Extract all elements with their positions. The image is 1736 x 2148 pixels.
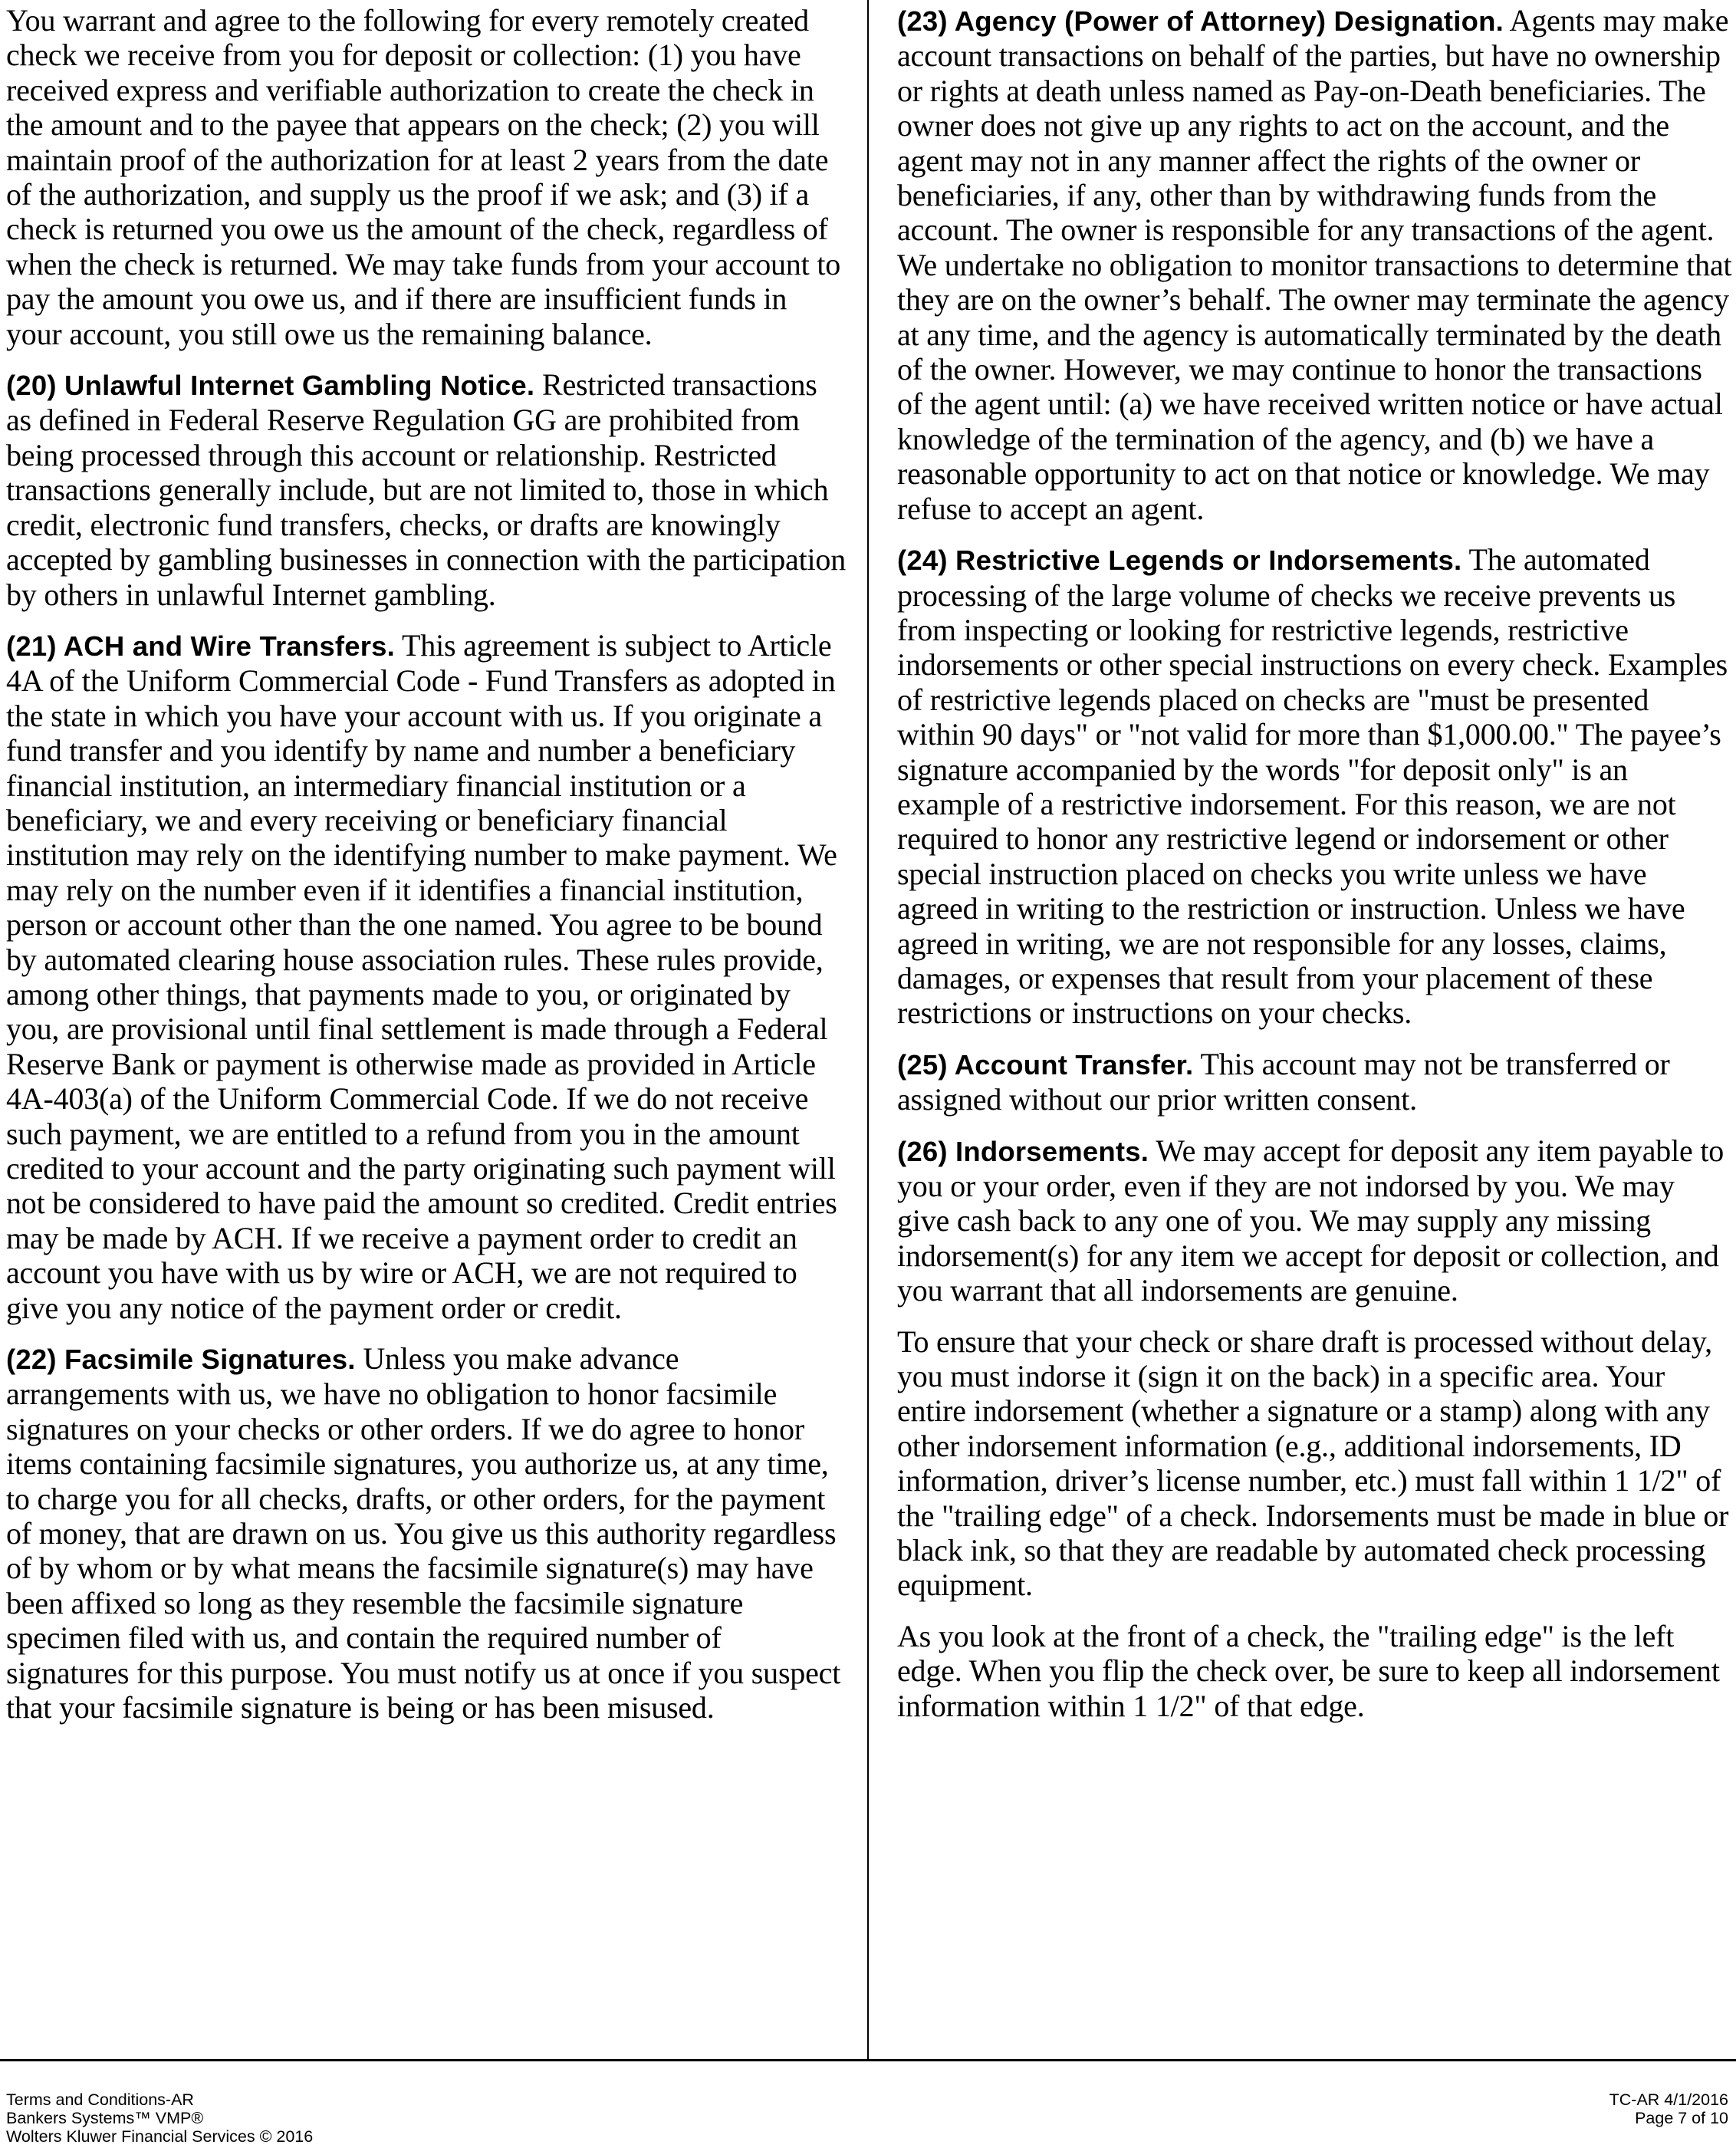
column-divider — [867, 0, 869, 2059]
paragraph-indorsement-area — [897, 1324, 1733, 1603]
section-heading: (22) Facsimile Signatures. — [6, 1344, 356, 1376]
footer-right — [1609, 2090, 1728, 2127]
footer-copyright: Wolters Kluwer Financial Services © 2016 — [6, 2127, 314, 2146]
section-body: This account may not be transferred or assigned without our prior written consent. — [897, 1046, 1670, 1117]
footer-left — [6, 2090, 313, 2146]
section-24-restrictive-legends — [897, 542, 1733, 1031]
page-number: Page 7 of 10 — [1635, 2109, 1728, 2127]
footer-form-code: TC-AR 4/1/2016 — [1609, 2090, 1728, 2109]
paragraph-text: As you look at the front of a check, the "trailing edge" is the left edge. When you flip the check over, be sure to keep all indorsement information within 1 1/2" of that edge. — [897, 1618, 1720, 1723]
section-25-account-transfer — [897, 1047, 1733, 1117]
section-body: Unless you make advance arrangements with us, we have no obligation to honor facsimile signatures on your checks or other orders. If we do agree to honor items containing facsimile signatures, you authorize us, at any time, to charge you for all checks, drafts, or other orders, for the payment of money, that are drawn on us. You give us this authority regardless of by whom or by what means the facsimile signature(s) may have been affixed so long as they resemble the facsimile signature specimen filed with us, and contain the required number of signatures for this purpose. You must notify us at once if you suspect that your facsimile signature is being or has been misused. — [6, 1341, 841, 1725]
paragraph-text: To ensure that your check or share draft is processed without delay, you must indorse it (sign it on the back) in a specific area. Your entire indorsement (whether a signature or a stamp) along with any other indorsement information (e.g., additional indorsements, ID information, driver’s license number, etc.) must fall within 1 1/2" of the "trailing edge" of a check. Indorsements must be made in blue or black ink, so that they are readable by automated check processing equipment. — [897, 1324, 1729, 1603]
section-21-ach-wire-transfers — [6, 628, 850, 1325]
paragraph-text: You warrant and agree to the following for every remotely created check we receive from you for deposit or collection: (1) you have received express and verifiable authorization to create the check in the amount and to the payee that appears on the check; (2) you will maintain proof of the authorization for at least 2 years from the date of the authorization, and supply us the proof if we ask; and (3) if a check is returned you owe us the amount of the check, regardless of when the check is returned. We may take funds from your account to pay the amount you owe us, and if there are insufficient funds in your account, you still owe us the remaining balance. — [6, 3, 841, 351]
paragraph-remotely-created-checks — [6, 3, 850, 351]
section-heading: (23) Agency (Power of Attorney) Designation. — [897, 5, 1504, 37]
section-body: Restricted transactions as defined in Federal Reserve Regulation GG are prohibited from being processed through this account or relationship. Restricted transactions generally include, but are not limited to, those in which credit, electronic fund transfers, checks, or drafts are knowingly accepted by gambling businesses in connection with the participation by others in unlawful Internet gambling. — [6, 367, 846, 612]
section-heading: (26) Indorsements. — [897, 1135, 1149, 1167]
section-body: Agents may make account transactions on behalf of the parties, but have no ownership or rights at death unless named as Pay-on-Death beneficiaries. The owner does not give up any rights to act on the account, and the agent may not in any manner affect the rights of the owner or beneficiaries, if any, other than by withdrawing funds from the account. The owner is responsible for any transactions of the agent. We undertake no obligation to monitor transactions to determine that they are on the owner’s behalf. The owner may terminate the agency at any time, and the agency is automatically terminated by the death of the owner. However, we may continue to honor the transactions of the agent until: (a) we have received written notice or have actual knowledge of the termination of the agency, and (b) we have a reasonable opportunity to act on that notice or knowledge. We may refuse to accept an agent. — [897, 3, 1732, 526]
section-heading: (24) Restrictive Legends or Indorsements. — [897, 544, 1462, 577]
section-22-facsimile-signatures — [6, 1341, 850, 1725]
section-23-agency-designation — [897, 3, 1733, 526]
section-body: We may accept for deposit any item payable to you or your order, even if they are not indorsed by you. We may give cash back to any one of you. We may supply any missing indorsement(s) for any item we accept for deposit or collection, and you warrant that all indorsements are genuine. — [897, 1133, 1724, 1308]
section-26-indorsements — [897, 1133, 1733, 1308]
footer-rule — [0, 2059, 1736, 2061]
section-heading: (20) Unlawful Internet Gambling Notice. — [6, 370, 535, 402]
section-heading: (21) ACH and Wire Transfers. — [6, 630, 395, 662]
section-body: The automated processing of the large volume of checks we receive prevents us from inspecting or looking for restrictive legends, restrictive indorsements or other special instructions on every check. Examples of restrictive legends placed on checks are "must be presented within 90 days" or "not valid for more than $1,000.00." The payee’s signature accompanied by the words "for deposit only" is an example of a restrictive indorsement. For this reason, we are not required to honor any restrictive legend or indorsement or other special instruction placed on checks you write unless we have agreed in writing to the restriction or instruction. Unless we have agreed in writing, we are not responsible for any losses, claims, damages, or expenses that result from your placement of these restrictions or instructions on your checks. — [897, 542, 1728, 1031]
section-20-unlawful-internet-gambling — [6, 367, 850, 612]
footer-vendor: Bankers Systems™ VMP® — [6, 2109, 204, 2127]
section-heading: (25) Account Transfer. — [897, 1048, 1194, 1081]
right-column — [897, 3, 1733, 1739]
left-column — [6, 3, 850, 1742]
footer-form-title: Terms and Conditions-AR — [6, 2090, 194, 2109]
section-body: This agreement is subject to Article 4A of the Uniform Commercial Code - Fund Transfers as adopted in the state in which you have your account with us. If you originate a fund transfer and you identify by name and number a beneficiary financial institution, an intermediary financial institution or a beneficiary, we and every receiving or beneficiary financial institution may rely on the identifying number to make payment. We may rely on the number even if it identifies a financial institution, person or account other than the one named. You agree to be bound by automated clearing house association rules. These rules provide, among other things, that payments made to you, or originated by you, are provisional until final settlement is made through a Federal Reserve Bank or payment is otherwise made as provided in Article 4A-403(a) of the Uniform Commercial Code. If we do not receive such payment, we are entitled to a refund from you in the amount credited to your account and the party originating such payment will not be considered to have paid the amount so credited. Credit entries may be made by ACH. If we receive a payment order to credit an account you have with us by wire or ACH, we are not required to give you any notice of the payment order or credit. — [6, 627, 837, 1325]
paragraph-trailing-edge — [897, 1619, 1733, 1723]
